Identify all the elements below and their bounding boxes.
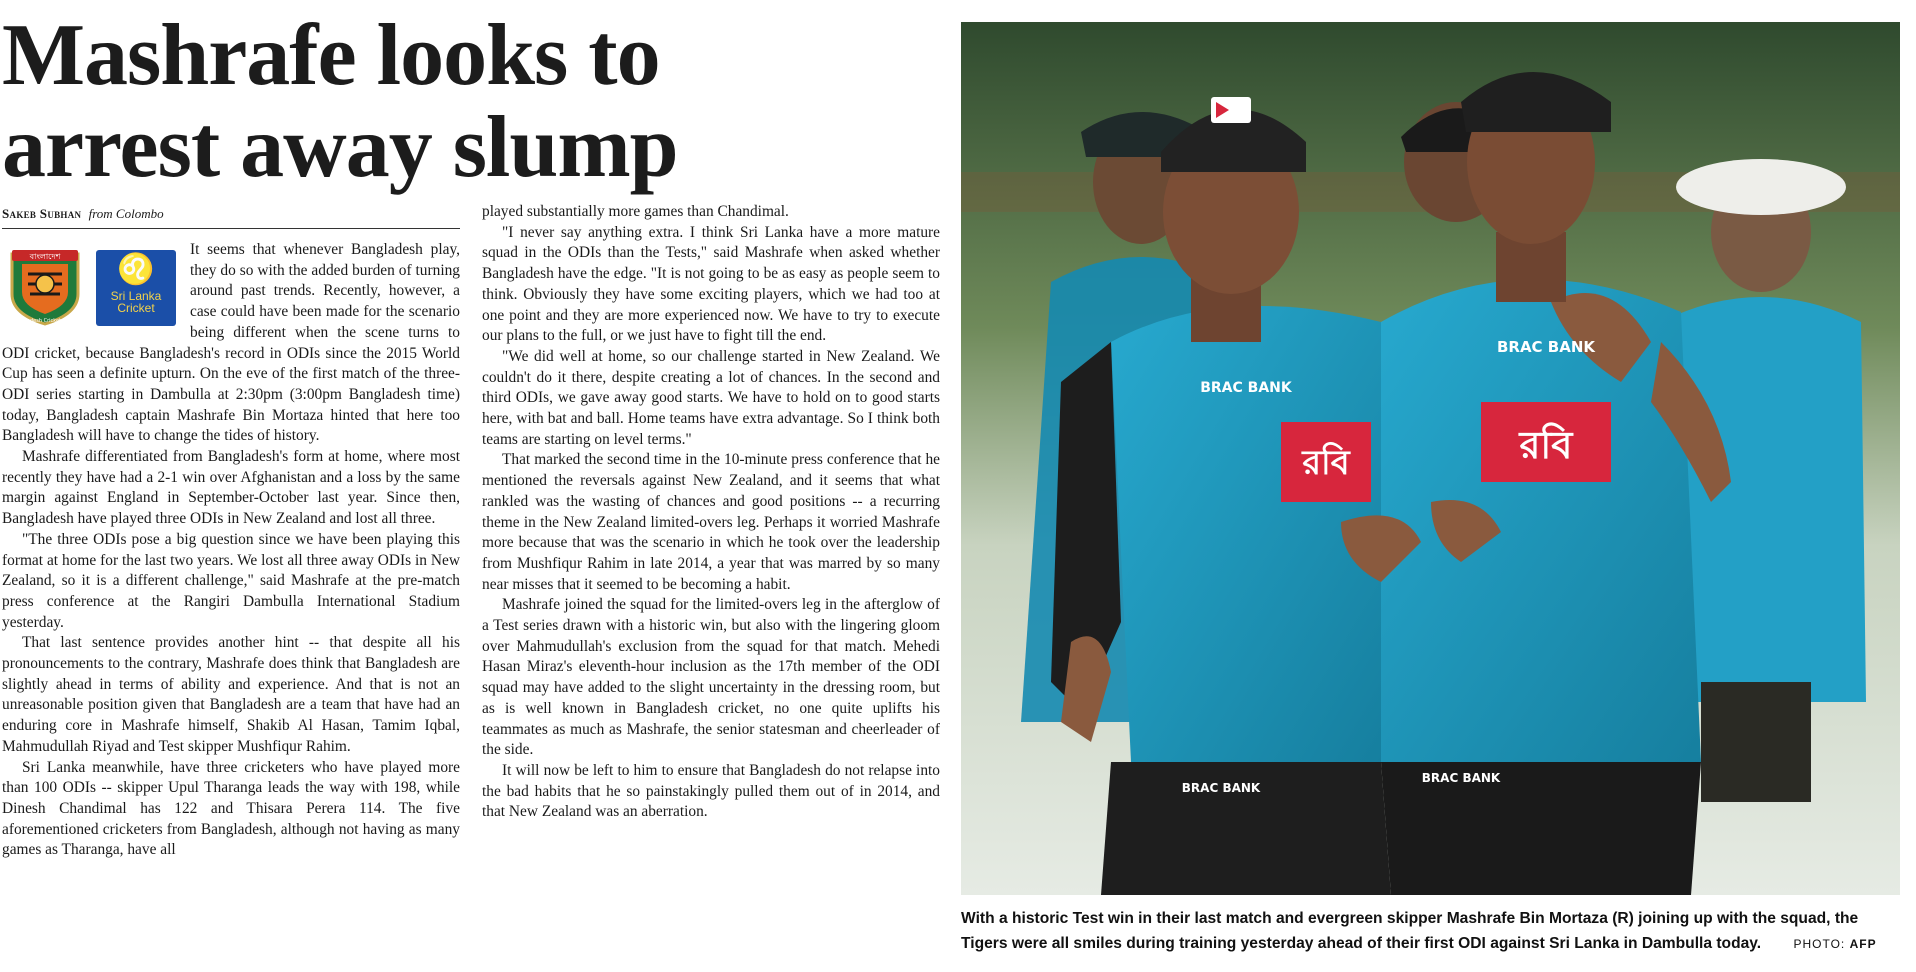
caption-text: With a historic Test win in their last match and evergreen skipper Mashrafe Bin Mortaza (R) joining up with the squad, the Tigers were all smiles during training yesterday ahead of their first ODI against Sri Lanka in Dambulla today. — [961, 910, 1859, 952]
photo-caption — [961, 906, 1901, 957]
paragraph: "I never say anything extra. I think Sri Lanka have a more mature squad in the ODIs than the Tests," said Mashrafe when asked whether Bangladesh have the edge. "It is not going to be as easy as people seem to think. Obviously they have some exciting players, which we had too at one point and they are more experienced now. We have to try to execute our plans to the full, or we just have to fight till the end. — [482, 223, 940, 345]
paragraph: Sri Lanka meanwhile, have three cricketers who have played more than 100 ODIs -- skipper Upul Tharanga leads the way with 198, while Dinesh Chandimal has 122 and Thisara Perera 114. The five aforementioned cricketers from Bangladesh, although not having as many games as Tharanga, have all — [2, 758, 460, 859]
svg-text:BRAC BANK: BRAC BANK — [1200, 380, 1292, 396]
slc-logo-line1: Sri Lanka — [110, 289, 162, 303]
paragraph: It will now be left to him to ensure that Bangladesh do not relapse into the bad habits that he so painstakingly pulled them out of in 2014, and that New Zealand was an aberration. — [482, 761, 940, 821]
svg-text:BRAC BANK: BRAC BANK — [1421, 771, 1501, 785]
svg-text:রবি: রবি — [1302, 443, 1350, 483]
team-logos — [2, 244, 180, 334]
team-training-photo — [961, 22, 1900, 895]
paragraph: "The three ODIs pose a big question since we have been playing this format at home for the last two years. We lost all three away ODIs in New Zealand, so it is a different challenge," said Mashrafe at the pre-match press conference at the Rangiri Dambulla International Stadium yesterday. — [2, 530, 460, 631]
slc-logo-line2: Cricket — [117, 301, 155, 315]
photo-credit — [1793, 937, 1876, 951]
paragraph: It seems that whenever Bangladesh play, they do so with the added burden of turning around past trends. Recently, however, a case could have been made for the scenario being different when the scene turns to ODI cricket, because Bangladesh's record in ODIs since the 2015 World Cup has seen a definite upturn. On the eve of the first match of the three-ODI series starting in Dambulla at 2:30pm (3:00pm Bangladesh time) today, Bangladesh captain Mashrafe Bin Mortaza hinted that here too Bangladesh will have to change the tides of history. — [2, 241, 460, 445]
byline-author: Sakeb Subhan — [2, 206, 82, 221]
svg-text:BRAC BANK: BRAC BANK — [1181, 781, 1261, 795]
article-column-2 — [482, 202, 940, 823]
svg-text:BRAC BANK: BRAC BANK — [1496, 338, 1596, 356]
paragraph: played substantially more games than Chandimal. — [482, 203, 789, 220]
svg-text:রবি: রবি — [1519, 423, 1573, 467]
paragraph: That last sentence provides another hint -- that despite all his pronouncements to the contrary, Mashrafe does think that Bangladesh are slightly ahead in terms of ability and experience. And that is not an unreasonable position given that Bangladesh are a team that have had an enduring core in Mashrafe himself, Shakib Al Hasan, Tamim Iqbal, Mahmudullah Riyad and Test skipper Mushfiqur Rahim. — [2, 634, 460, 755]
headline: Mashrafe looks to arrest away slump — [2, 7, 678, 196]
article-column-1 — [2, 240, 460, 861]
photo-credit-source: AFP — [1849, 937, 1877, 951]
byline-dateline: from Colombo — [88, 206, 164, 221]
svg-text:Bangladesh Cricket Board: Bangladesh Cricket Board — [12, 318, 78, 324]
svg-text:বাংলাদেশ: বাংলাদেশ — [29, 252, 61, 261]
paragraph: "We did well at home, so our challenge started in New Zealand. We couldn't do it there, despite creating a lot of chances. In the second and third ODIs, we gave away good starts. We have to hold on to good starts here, with bat and ball. Home teams have extra advantage. So I think both teams are starting on level terms." — [482, 347, 940, 448]
paragraph: That marked the second time in the 10-minute press conference that he mentioned the reversals against New Zealand, and it seems that what rankled was the wasting of chances and good positions -- a recurring theme in the New Zealand limited-overs leg. Perhaps it worried Mashrafe more because that was the scenario in which he took over the leadership from Mushfiqur Rahim in late 2014, a year that was marred by so many near misses that it seemed to be becoming a habit. — [482, 451, 940, 593]
byline — [2, 206, 460, 229]
photo-credit-label: PHOTO: — [1793, 937, 1846, 951]
bcb-logo-icon — [2, 248, 88, 328]
paragraph: Mashrafe differentiated from Bangladesh's form at home, where most recently they have had a 2-1 win over Afghanistan and a loss by the same margin against England in September-October last year. Since then, Bangladesh have played three ODIs in New Zealand and lost all three. — [2, 448, 460, 528]
sri-lanka-cricket-logo — [96, 250, 176, 326]
lion-icon: ♌ — [117, 253, 155, 286]
players-illustration — [961, 22, 1900, 895]
paragraph: Mashrafe joined the squad for the limited-overs leg in the afterglow of a Test series drawn with a historic win, but also with the lingering gloom over Mahmudullah's exclusion from the squad for that match. Mehedi Hasan Miraz's eleventh-hour inclusion as the 17th member of the ODI squad may have added to the slight uncertainty in the dressing room, but as is well known in Bangladesh cricket, no one quite uplifts his teammates as much as Mashrafe, the senior statesman and cheerleader of the side. — [482, 596, 940, 759]
